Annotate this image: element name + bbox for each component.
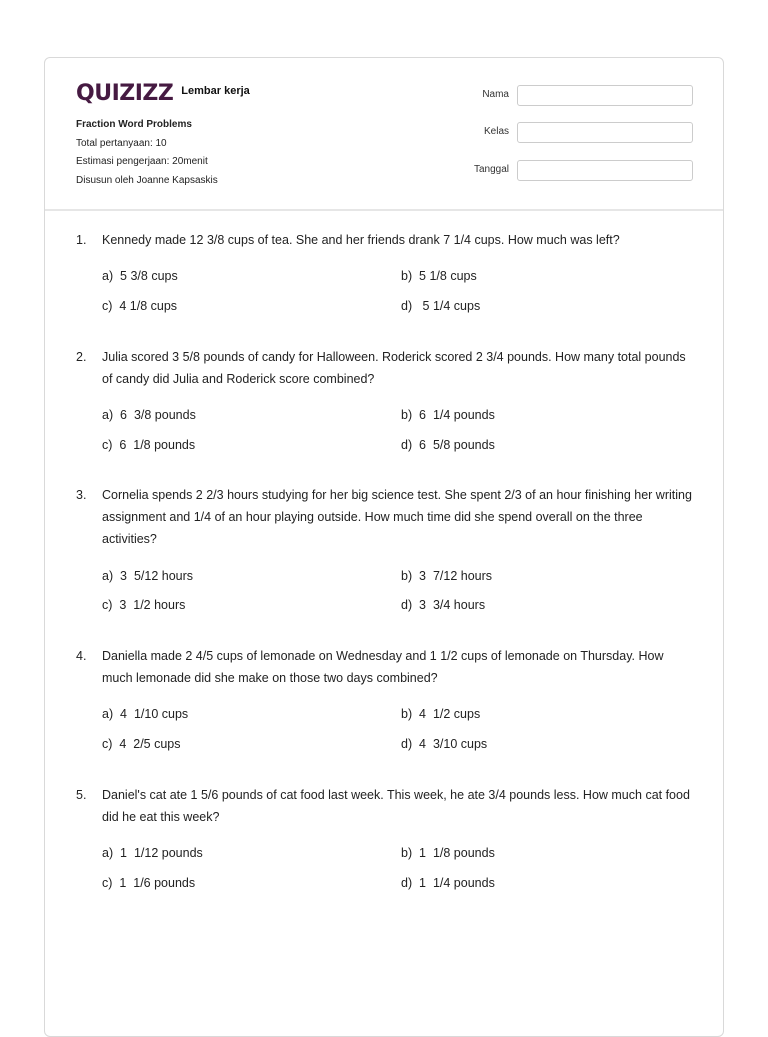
question-text: Julia scored 3 5/8 pounds of candy for Halloween. Roderick scored 2 3/4 pounds. How many total pounds of candy did Julia and Roderick score combined? <box>102 350 686 386</box>
quizizz-logo[interactable]: QUIZIZZ <box>76 80 174 106</box>
option-d[interactable]: d) 5 1/4 cups <box>401 299 481 313</box>
option-d[interactable]: d) 6 5/8 pounds <box>401 438 495 452</box>
date-field[interactable] <box>517 160 693 181</box>
option-d[interactable]: d) 4 3/10 cups <box>401 737 488 751</box>
total-questions: Total pertanyaan: 10 <box>76 137 167 149</box>
option-d[interactable]: d) 1 1/4 pounds <box>401 876 495 890</box>
author: Disusun oleh Joanne Kapsaskis <box>76 174 218 186</box>
option-b[interactable]: b) 4 1/2 cups <box>401 707 481 721</box>
worksheet-label: Lembar kerja <box>181 85 250 97</box>
option-b[interactable]: b) 1 1/8 pounds <box>401 846 495 860</box>
option-b[interactable]: b) 3 7/12 hours <box>401 569 493 583</box>
option-a[interactable]: a) 5 3/8 cups <box>102 269 178 283</box>
question-number: 2. <box>76 350 87 364</box>
option-c[interactable]: c) 3 1/2 hours <box>102 598 186 612</box>
question-text: Cornelia spends 2 2/3 hours studying for her big science test. She spent 2/3 of an hour finishing her writing assignment and 1/4 of an hour playing outside. How much time did she spend overall on the three activities? <box>102 488 692 546</box>
option-c[interactable]: c) 1 1/6 pounds <box>102 876 196 890</box>
option-a[interactable]: a) 1 1/12 pounds <box>102 846 203 860</box>
worksheet-header <box>45 58 723 211</box>
brand <box>76 80 250 106</box>
class-field[interactable] <box>517 122 693 143</box>
class-label: Kelas <box>483 126 509 137</box>
worksheet-page <box>44 57 724 1037</box>
worksheet-meta <box>76 116 218 190</box>
option-a[interactable]: a) 3 5/12 hours <box>102 569 194 583</box>
option-a[interactable]: a) 4 1/10 cups <box>102 707 189 721</box>
option-c[interactable]: c) 4 2/5 cups <box>102 737 181 751</box>
question-number: 5. <box>76 788 87 802</box>
date-label: Tanggal <box>473 164 509 175</box>
name-field[interactable] <box>517 85 693 106</box>
option-d[interactable]: d) 3 3/4 hours <box>401 598 486 612</box>
question-text: Daniella made 2 4/5 cups of lemonade on Wednesday and 1 1/2 cups of lemonade on Thursday. How much lemonade did she make on those two days combined? <box>102 649 664 685</box>
option-c[interactable]: c) 6 1/8 pounds <box>102 438 196 452</box>
question-text: Kennedy made 12 3/8 cups of tea. She and her friends drank 7 1/4 cups. How much was left? <box>102 233 620 247</box>
question-number: 4. <box>76 649 87 663</box>
question-number: 3. <box>76 488 87 502</box>
option-b[interactable]: b) 6 1/4 pounds <box>401 408 495 422</box>
worksheet-title: Fraction Word Problems <box>76 119 192 130</box>
option-b[interactable]: b) 5 1/8 cups <box>401 269 477 283</box>
option-c[interactable]: c) 4 1/8 cups <box>102 299 178 313</box>
question-number: 1. <box>76 233 87 247</box>
question-text: Daniel's cat ate 1 5/6 pounds of cat food last week. This week, he ate 3/4 pounds less. How much cat food did he eat this week? <box>102 788 690 824</box>
option-a[interactable]: a) 6 3/8 pounds <box>102 408 196 422</box>
name-label: Nama <box>482 89 509 100</box>
estimated-time: Estimasi pengerjaan: 20menit <box>76 156 208 167</box>
